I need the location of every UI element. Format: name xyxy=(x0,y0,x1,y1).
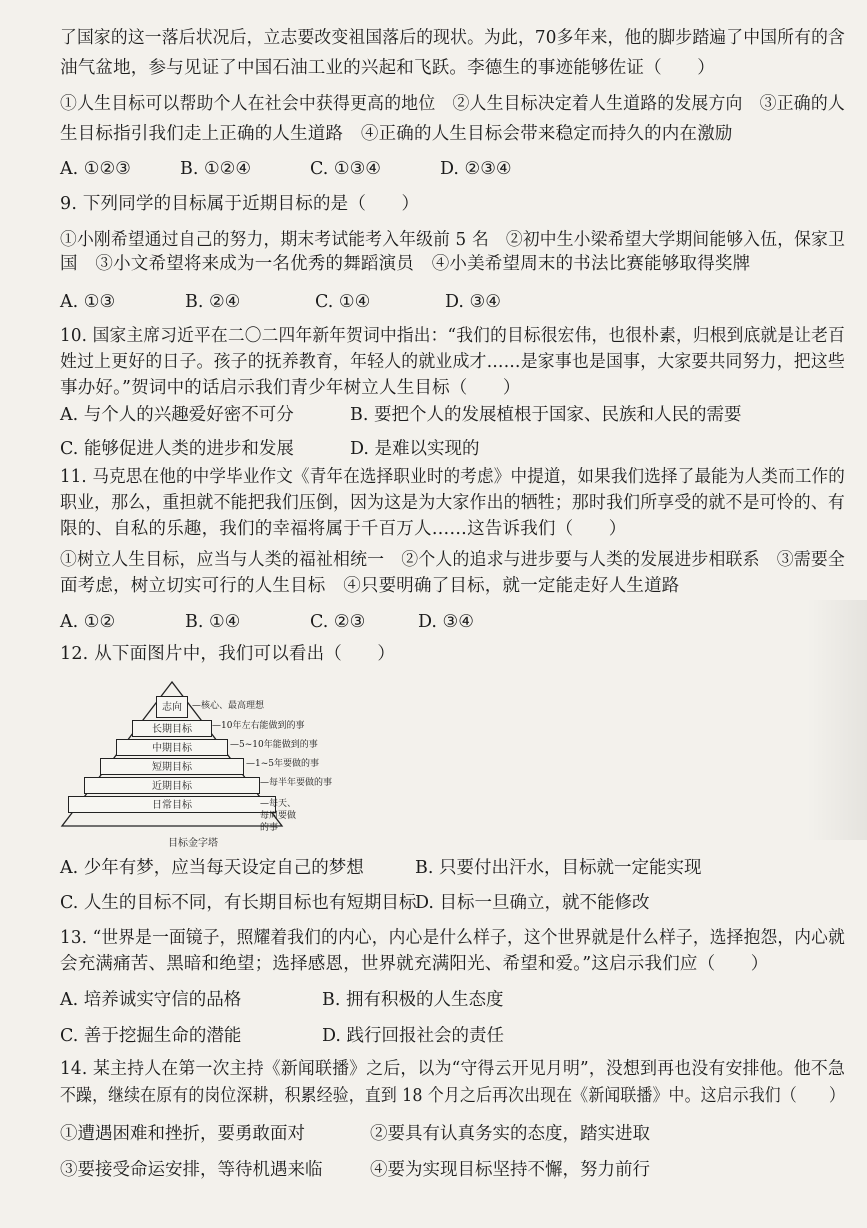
q12-option-c: C. 人生的目标不同，有长期目标也有短期目标 xyxy=(60,893,417,913)
scan-shadow xyxy=(807,600,867,840)
pyramid-tier-aspiration: 志向 xyxy=(156,696,188,718)
q8-items-line2: 生目标指引我们走上正确的人生道路 ④正确的人生目标会带来稳定而持久的内在激励 xyxy=(60,124,733,144)
q14-item-4: ④要为实现目标坚持不懈，努力前行 xyxy=(370,1160,650,1180)
q14-item-1: ①遭遇困难和挫折，要勇敢面对 xyxy=(60,1124,305,1144)
pyramid-note-mid-term: —5~10年能做到的事 xyxy=(230,740,318,750)
q8-stem-line2: 油气盆地，参与见证了中国石油工业的兴起和飞跃。李德生的事迹能够佐证（ ） xyxy=(60,58,715,78)
q11-stem-line2: 职业，那么，重担就不能把我们压倒，因为这是为大家作出的牺牲；那时我们所享受的就不是可怜的、有 xyxy=(60,493,845,513)
q12-stem: 12. 从下面图片中，我们可以看出（ ） xyxy=(60,644,396,664)
q8-option-d: D. ②③④ xyxy=(440,159,512,179)
pyramid-tier-long-term: 长期目标 xyxy=(132,720,212,737)
pyramid-tier-short-term: 短期目标 xyxy=(100,758,244,775)
q9-stem: 9. 下列同学的目标属于近期目标的是（ ） xyxy=(60,194,420,214)
pyramid-note-daily: —每天、每周要做的事 xyxy=(260,799,297,833)
pyramid-tier-near-term: 近期目标 xyxy=(84,777,260,794)
q11-option-b: B. ①④ xyxy=(185,612,241,632)
q9-items-line2: 国 ③小文希望将来成为一名优秀的舞蹈演员 ④小美希望周末的书法比赛能够取得奖牌 xyxy=(60,254,751,274)
q9-option-c: C. ①④ xyxy=(315,292,371,312)
q14-stem-line2: 不躁，继续在原有的岗位深耕，积累经验，直到 18 个月之后再次出现在《新闻联播》中。这启示我们（ ） xyxy=(60,1086,846,1106)
q10-option-c: C. 能够促进人类的进步和发展 xyxy=(60,439,294,459)
q8-items-line1: ①人生目标可以帮助个人在社会中获得更高的地位 ②人生目标决定着人生道路的发展方向 ③正确的人 xyxy=(60,94,845,114)
q11-option-d: D. ③④ xyxy=(418,612,474,632)
pyramid-tier-daily: 日常目标 xyxy=(68,796,276,813)
q12-option-b: B. 只要付出汗水，目标就一定能实现 xyxy=(415,858,702,878)
pyramid-caption: 目标金字塔 xyxy=(168,838,218,849)
q13-option-d: D. 践行回报社会的责任 xyxy=(322,1026,505,1046)
q11-stem-line1: 11. 马克思在他的中学毕业作文《青年在选择职业时的考虑》中提道，如果我们选择了最能为人类而工作的 xyxy=(60,467,846,487)
q9-option-a: A. ①③ xyxy=(60,292,116,312)
q11-option-c: C. ②③ xyxy=(310,612,366,632)
q14-stem-line1: 14. 某主持人在第一次主持《新闻联播》之后，以为“守得云开见月明”，没想到再也没有安排他。他不急 xyxy=(60,1059,846,1079)
pyramid-note-near-term: —每半年要做的事 xyxy=(260,778,333,788)
pyramid-note-aspiration: —核心、最高理想 xyxy=(192,701,265,711)
q13-option-b: B. 拥有积极的人生态度 xyxy=(322,990,504,1010)
q13-option-c: C. 善于挖掘生命的潜能 xyxy=(60,1026,242,1046)
q8-option-c: C. ①③④ xyxy=(310,159,381,179)
q10-option-b: B. 要把个人的发展植根于国家、民族和人民的需要 xyxy=(350,405,742,425)
q10-option-a: A. 与个人的兴趣爱好密不可分 xyxy=(60,405,294,425)
goal-pyramid-figure xyxy=(60,676,333,866)
q9-option-b: B. ②④ xyxy=(185,292,241,312)
q13-option-a: A. 培养诚实守信的品格 xyxy=(60,990,242,1010)
q11-items-line1: ①树立人生目标，应当与人类的福祉相统一 ②个人的追求与进步要与人类的发展进步相联系 ③需要全 xyxy=(60,550,845,570)
q8-option-a: A. ①②③ xyxy=(60,159,131,179)
q11-option-a: A. ①② xyxy=(60,612,116,632)
q11-stem-line3: 限的、自私的乐趣，我们的幸福将属于千百万人……这告诉我们（ ） xyxy=(60,519,627,539)
q10-stem-line3: 事办好。”贺词中的话启示我们青少年树立人生目标（ ） xyxy=(60,378,521,398)
q10-stem-line2: 姓过上更好的日子。孩子的抚养教育，年轻人的就业成才……是家事也是国事，大家要共同努力，把这些 xyxy=(60,352,845,372)
q12-option-d: D. 目标一旦确立，就不能修改 xyxy=(415,893,650,913)
q10-option-d: D. 是难以实现的 xyxy=(350,439,480,459)
q13-stem-line2: 会充满痛苦、黑暗和绝望；选择感恩，世界就充满阳光、希望和爱。”这启示我们应（ ） xyxy=(60,954,769,974)
pyramid-note-short-term: —1~5年要做的事 xyxy=(246,759,319,769)
q12-option-a: A. 少年有梦，应当每天设定自己的梦想 xyxy=(60,858,364,878)
q13-stem-line1: 13. “世界是一面镜子，照耀着我们的内心，内心是什么样子，这个世界就是什么样子，选择抱怨，内心就 xyxy=(60,928,845,948)
q10-stem-line1: 10. 国家主席习近平在二〇二四年新年贺词中指出：“我们的目标很宏伟，也很朴素，归根到底就是让老百 xyxy=(60,326,845,346)
pyramid-tier-mid-term: 中期目标 xyxy=(116,739,228,756)
q11-items-line2: 面考虑，树立切实可行的人生目标 ④只要明确了目标，就一定能走好人生道路 xyxy=(60,576,680,596)
q14-item-3: ③要接受命运安排，等待机遇来临 xyxy=(60,1160,323,1180)
q14-item-2: ②要具有认真务实的态度，踏实进取 xyxy=(370,1124,650,1144)
q8-option-b: B. ①②④ xyxy=(180,159,252,179)
pyramid-note-long-term: —10年左右能做到的事 xyxy=(212,721,305,731)
q9-items-line1: ①小刚希望通过自己的努力，期末考试能考入年级前 5 名 ②初中生小梁希望大学期间能够入伍，保家卫 xyxy=(60,230,846,250)
q8-stem-line1: 了国家的这一落后状况后，立志要改变祖国落后的现状。为此，70多年来，他的脚步踏遍了中国所有的含 xyxy=(60,28,846,48)
q9-option-d: D. ③④ xyxy=(445,292,501,312)
